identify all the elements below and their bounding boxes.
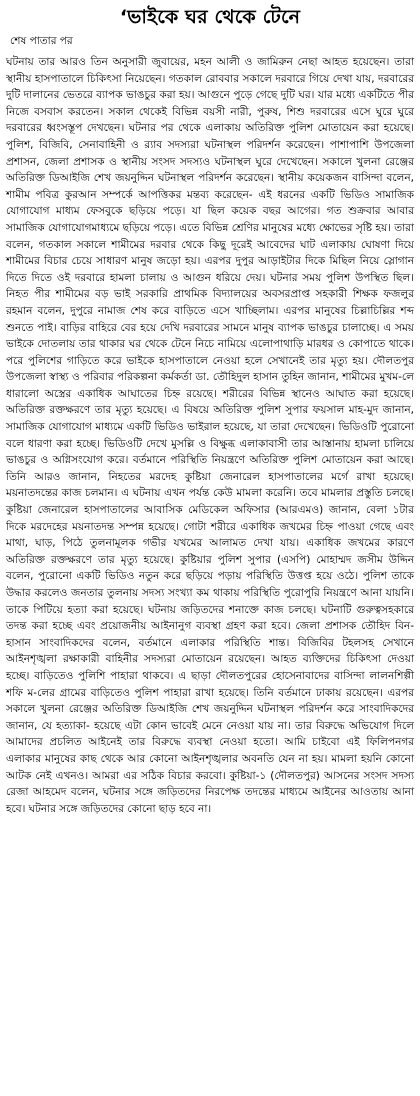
article-body: ঘটনায় তার আরও তিন অনুসারী জুবায়ের, মহন আলী ও জামিরুন নেছা আহত হয়েছেন। তারা স্থানীয় হাসপাতালে চিকিৎসা নিয়েছেন। গতকাল রোববার সকালে দরবারে গিয়ে দেখা যায়, দরবারের দুটি দালানের ভেতরে ব্যাপক ভাঙচুর করা হয়। আগুনে পুড়ে গেছে দুটি ঘর। যার মধ্যে একটিতে পীর নিজে বসবাস করতেন। সকাল থেকেই বিভিন্ন বয়সী নারী, পুরুষ, শিশু দরবারের এসে ঘুরে ঘুরে দরবারের ধ্বংসস্তূপ দেখছেন। ঘটনার পর থেকে এলাকায় অতিরিক্ত পুলিশ মোতায়েন করা হয়েছে। পুলিশ, বিজিবি, সেনাবাহিনী ও র‍্যাব সদস্যরা ঘটনাস্থল পরিদর্শন করেছেন। পাশাপাশি উপজেলা প্রশাসন, জেলা প্রশাসক ও স্থানীয় সংসদ সদস্যও ঘটনাস্থল ঘুরে দেখেছেন। সকালে খুলনা রেঞ্জের অতিরিক্ত ডিআইজি শেখ জয়নুদ্দিন ঘটনাস্থল পরিদর্শন করেছেন। স্থানীয় কয়েকজন বাসিন্দা বলেন, শামীম পবিত্র কুরআন সম্পর্কে আপত্তিকর মন্তব্য করেছেন- এই ধরনের একটি ভিডিও সামাজিক যোগাযোগ মাধ্যম ফেসবুকে ছড়িয়ে পড়ে। যা ছিল কয়েক বছর আগের। গত শুক্রবার আবার সামাজিক যোগাযোগমাধ্যমে ছড়িয়ে পড়ে। এতে বিভিন্ন শ্রেণির মানুষের মধ্যে ক্ষোভের সৃষ্টি হয়। তারা বলেন, গতকাল সকালে শামীমের দরবার থেকে কিছু দূরেই আবেদের ঘাট এলাকায় ঘোষণা দিয়ে শামীমের বিচার চেয়ে সাধারণ মানুষ জড়ো হয়। এরপর দুপুর আড়াইটার দিকে মিছিল নিয়ে স্লোগান দিতে দিতে ওই দরবারে হামলা চালায় ও আগুন ধরিয়ে দেয়। ঘটনার সময় পুলিশ উপস্থিত ছিল। নিহত পীর শামীমের বড় ভাই সরকারি প্রাথমিক বিদ্যালয়ের অবসরপ্রাপ্ত সহকারী শিক্ষক ফজলুর রহমান বলেন, দুপুরে নামাজ শেষ করে বাড়িতে এসে খাচ্ছিলাম। এরপর মানুষের চিল্লাচিল্লির শব্দ শুনতে পাই। বাড়ির বাহিরে বের হয়ে দেখি দরবারের সামনে মানুষ ব্যাপক ভাঙচুর চালাচ্ছে। এ সময় ভাইকে দোতলায় তার থাকার ঘর থেকে টেনে নিচে নামিয়ে এলোপাথাড়ি মারধর ও কোপাতে থাকে। পরে পুলিশের গাড়িতে করে ভাইকে হাসপাতালে নেওয়া হলে সেখানেই তার মৃত্যু হয়। দৌলতপুর উপজেলা স্বাস্থ্য ও পরিবার পরিকল্পনা কর্মকর্তা ডা. তৌহিদুল হাসান তুহিন জানান, শামীমের মুখম-লে ধারালো অস্ত্রের একাধিক আঘাতের চিহ্ন রয়েছে। শরীরের বিভিন্ন স্থানেও আঘাত করা হয়েছে। অতিরিক্ত রক্তক্ষরণে তার মৃত্যু হয়েছে। এ বিষয়ে অতিরিক্ত পুলিশ সুপার ফয়সাল মাহ-মুদ জানান, সামাজিক যোগাযোগ মাধ্যমে একটি ভিডিও ভাইরাল হয়েছে, যা তারা দেখেছেন। ভিডিওটি পুরোনো বলে ধারণা করা হচ্ছে। ভিডিওটি দেখে মুসল্লি ও বিক্ষুব্ধ এলাকাবাসী তার আস্তানায় হামলা চালিয়ে ভাঙচুর ও অগ্নিসংযোগ করে। বর্তমানে পরিস্থিতি নিয়ন্ত্রণে অতিরিক্ত পুলিশ মোতায়েন করা আছে। তিনি আরও জানান, নিহতের মরদেহ কুষ্টিয়া জেনারেল হাসপাতালের মর্গে রাখা হয়েছে। ময়নাতদন্তের কাজ চলমান। এ ঘটনায় এখন পর্যন্ত কেউ মামলা করেনি। তবে মামলার প্রস্তুতি চলছে। কুষ্টিয়া জেনারেল হাসপাতালের আবাসিক মেডিকেল অফিসার (আরএমও) জানান, বেলা ১টার দিকে মরদেহের ময়নাতদন্ত সম্পন্ন হয়েছে। গোটা শরীরে একাধিক জখমের চিহ্ন পাওয়া গেছে এবং মাথা, ঘাড়, পিঠে তুলনামূলক গভীর যখমের আলামত দেখা যায়। একাধিক জখমের কারণে অতিরিক্ত রক্তক্ষরণে তার মৃত্যু হয়েছে। কুষ্টিয়ার পুলিশ সুপার (এসপি) মোহাম্মদ জসীম উদ্দিন বলেন, পুরোনো একটি ভিডিও নতুন করে ছড়িয়ে পড়ায় পরিস্থিতি উত্তপ্ত হয়ে ওঠে। পুলিশ তাকে উদ্ধার করলেও জনতার তুলনায় সদস্য সংখ্যা কম থাকায় পরিস্থিতি পুরোপুরি নিয়ন্ত্রণে আনা যায়নি। তাকে পিটিয়ে হত্যা করা হয়েছে। ঘটনায় জড়িতদের শনাক্তে কাজ চলছে। ঘটনাটি গুরুত্বসহকারে তদন্ত করা হচ্ছে এবং প্রয়োজনীয় আইনানুগ ব্যবস্থা গ্রহণ করা হবে। জেলা প্রশাসক তৌহিদ বিন-হাসান সাংবাদিকদের বলেন, বর্তমানে এলাকার পরিস্থিতি শান্ত। বিজিবির টহলসহ সেখানে আইনশৃঙ্খলা রক্ষাকারী বাহিনীর সদস্যরা মোতায়েন রয়েছেন। আহত ব্যক্তিদের চিকিৎসা দেওয়া হচ্ছে। বাড়িতেও পুলিশি পাহারা থাকবে। এ ছাড়া দৌলতপুরের হোসেনাবাদের বাসিন্দা লালনশিল্পী শফি ম-লের গ্রামের বাড়িতেও পুলিশ পাহারা রাখা হয়েছে। তিনি বর্তমানে ঢাকায় রয়েছেন। এরপর সকালে খুলনা রেঞ্জের অতিরিক্ত ডিআইজি শেখ জয়নুদ্দিন ঘটনাস্থল পরিদর্শন করে সাংবাদিকদের জানান, যে হত্যাকা- হয়েছে এটা কোন ভাবেই মেনে নেওয়া যায় না। তার বিরুদ্ধে অভিযোগ দিলে আমাদের প্রচলিত আইনেই তার বিরুদ্ধে ব্যবস্থা নেওয়া হতো। আমি চাইবো এই ফিলিপনগর এলাকার মানুষের কাছ থেকে আর কোনো আইনশৃঙ্খলার অবনতি যেন না হয়। মামলা হয়নি কোনো আটক নেই এখনও। আমরা এর সঠিক বিচার করবো। কুষ্টিয়া-১ (দৌলতপুর) আসনের সংসদ সদস্য রেজা আহমেদ বলেন, ঘটনার সঙ্গে জড়িতদের নিরপেক্ষ তদন্তের মাধ্যমে আইনের আওতায় আনা হবে। ঘটনার সঙ্গে জড়িতদের কোনো ছাড় হবে না। (6, 56, 414, 815)
continuation-label: শেষ পাতার পর (10, 35, 73, 47)
headline: ‘ভাইকে ঘর থেকে টেনে (119, 6, 301, 28)
